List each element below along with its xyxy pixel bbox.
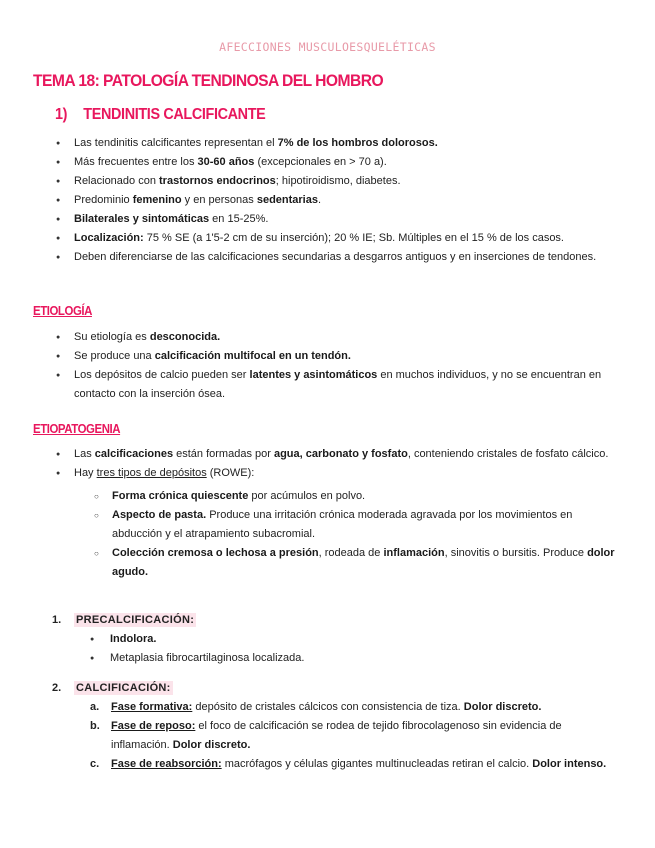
section-number: 1) xyxy=(55,106,68,123)
section-heading-tendinitis xyxy=(55,106,265,124)
list-item: b. Fase de reposo: el foco de calcificación se rodea de tejido fibrocolagenoso sin evidencia de inflamación. Dolor discreto. xyxy=(90,720,562,751)
list-item: ● Bilaterales y sintomáticas en 15-25%. xyxy=(56,210,616,229)
step-label: PRECALCIFICACIÓN: xyxy=(76,614,195,626)
section-heading-etiologia: ETIOLOGÍA xyxy=(33,303,92,318)
calcificacion-phases-list xyxy=(90,698,620,774)
step-label: CALCIFICACIÓN: xyxy=(76,682,171,694)
list-item: ● Los depósitos de calcio pueden ser latentes y asintomáticos en muchos individuos, y no se encuentran en contacto con la inserción ósea. xyxy=(56,366,616,404)
list-item: c. Fase de reabsorción: macrófagos y células gigantes multinucleadas retiran el calcio. Dolor intenso. xyxy=(90,758,607,770)
precalcificacion-list xyxy=(90,630,610,668)
list-item: ● Indolora. xyxy=(90,630,610,649)
step-calcificacion: 2. CALCIFICACIÓN: xyxy=(52,682,171,694)
list-item: ○ Aspecto de pasta. Produce una irritación crónica moderada agravada por los movimientos en abducción y el atrapamiento subacromial. xyxy=(74,506,616,544)
page-title: TEMA 18: PATOLOGÍA TENDINOSA DEL HOMBRO xyxy=(33,71,384,90)
document-header: AFECCIONES MUSCULOESQUELÉTICAS xyxy=(219,40,436,54)
etiologia-list xyxy=(56,328,616,404)
list-item: ● Las calcificaciones están formadas por agua, carbonato y fosfato, conteniendo cristales de fosfato cálcico. xyxy=(56,445,616,464)
list-item: ● Más frecuentes entre los 30-60 años (excepcionales en > 70 a). xyxy=(56,153,616,172)
section-heading-etiopatogenia: ETIOPATOGENIA xyxy=(33,421,121,436)
deposit-types-list xyxy=(74,487,616,582)
tendinitis-list xyxy=(56,134,616,267)
list-item: ● Se produce una calcificación multifocal en un tendón. xyxy=(56,347,616,366)
list-item: ● Su etiología es desconocida. xyxy=(56,328,616,347)
list-item: ● Deben diferenciarse de las calcificaciones secundarias a desgarros antiguos y en inserciones de tendones. xyxy=(56,248,616,267)
list-item: a. Fase formativa: depósito de cristales cálcicos con consistencia de tiza. Dolor discreto. xyxy=(90,701,542,713)
list-item: ● Predominio femenino y en personas sedentarias. xyxy=(56,191,616,210)
etiopatogenia-list xyxy=(56,445,616,582)
list-item: ● Las tendinitis calcificantes representan el 7% de los hombros dolorosos. xyxy=(56,134,616,153)
list-item: ● Metaplasia fibrocartilaginosa localizada. xyxy=(90,649,610,668)
list-item: ○ Forma crónica quiescente por acúmulos en polvo. xyxy=(74,487,616,506)
list-item: ● Hay tres tipos de depósitos (ROWE): ○ Forma crónica quiescente por acúmulos en polvo. ○ Aspecto de pasta. Produce una irritación crónica moderada agravada por los movimientos en abducción y el atrapamiento subacromial. ○ Colección cremosa o lechosa a presión, rodeada de inflamación, sinovitis o bursitis. Produce dolor agudo. xyxy=(56,464,616,582)
list-item: ○ Colección cremosa o lechosa a presión, rodeada de inflamación, sinovitis o bursitis. Produce dolor agudo. xyxy=(74,544,616,582)
section-heading-text: TENDINITIS CALCIFICANTE xyxy=(83,106,266,123)
list-item: ● Localización: 75 % SE (a 1'5-2 cm de su inserción); 20 % IE; Sb. Múltiples en el 15 % de los casos. xyxy=(56,229,616,248)
step-precalcificacion: 1. PRECALCIFICACIÓN: xyxy=(52,614,195,626)
list-item: ● Relacionado con trastornos endocrinos; hipotiroidismo, diabetes. xyxy=(56,172,616,191)
